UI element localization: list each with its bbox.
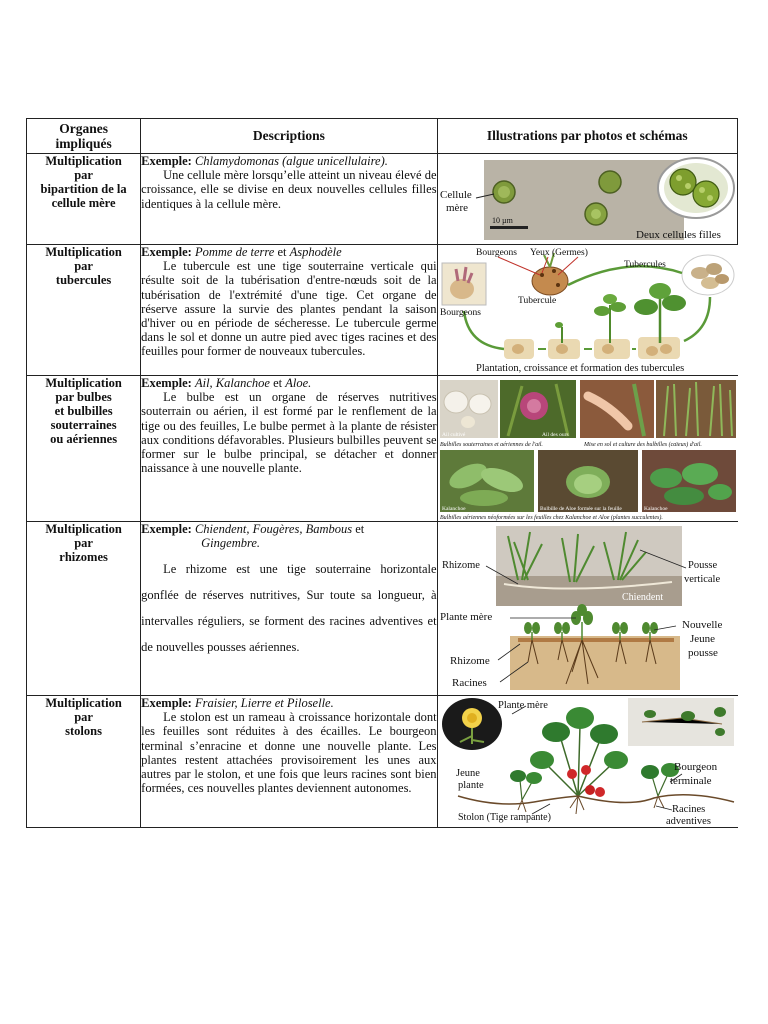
description-cell bbox=[141, 696, 437, 828]
organ-line: par bbox=[74, 259, 93, 273]
example-species: Aloe. bbox=[285, 376, 312, 390]
example-sep: et bbox=[277, 245, 287, 259]
label-jeune: Jeune bbox=[689, 633, 715, 645]
organ-cell bbox=[27, 376, 141, 522]
description-cell bbox=[141, 245, 437, 376]
example-sep: et bbox=[355, 522, 365, 536]
label-plante: plante bbox=[457, 780, 484, 791]
caption: Bulbilles souterraines et aériennes de l'ail. bbox=[439, 442, 543, 448]
photo-tag: Kalanchoe bbox=[643, 506, 668, 512]
strawberry-photo bbox=[628, 698, 734, 746]
example-species: Asphodèle bbox=[289, 245, 342, 259]
example-species: Chiendent, Fougères, Bambous bbox=[194, 522, 353, 536]
rhizome-diagram bbox=[438, 522, 738, 695]
label-pousse: Pousse bbox=[687, 560, 717, 571]
organ-line: par bulbes bbox=[55, 390, 112, 404]
organ-cell bbox=[27, 245, 141, 376]
row-rhizomes bbox=[27, 522, 738, 696]
label-deux-cellules: Deux cellules filles bbox=[635, 229, 721, 241]
example-species: Chlamydomonas (algue unicellulaire). bbox=[194, 154, 388, 168]
caption: Mise en sol et culture des bulbilles (caïeux) d'ail. bbox=[583, 442, 702, 448]
description-text: Le bulbe est un organe de réserves nutritives souterrain ou aérien, il est formé par le renflement de la tige ou des feuilles, Le bulbe permet à la plante de résister aux conditions défavorables. Plusieurs bulbilles peuvent se former sur le bulbe principal, se détacher et donner naissance à une nouvelle plante. bbox=[141, 390, 437, 476]
row-stolons bbox=[27, 696, 738, 828]
label-stolon: Stolon (Tige rampante) bbox=[457, 812, 551, 823]
wild-garlic-photo bbox=[500, 380, 576, 438]
header-organs: Organes impliqués bbox=[27, 119, 141, 154]
example-prefix: Exemple: bbox=[141, 696, 192, 710]
label-adventives: adventives bbox=[665, 816, 711, 827]
example-sep: et bbox=[273, 376, 283, 390]
label-nouvelle: Nouvelle bbox=[681, 619, 722, 631]
example-prefix: Exemple: bbox=[141, 245, 192, 259]
example-species: Fraisier, Lierre et Piloselle. bbox=[194, 696, 334, 710]
label-yeux: Yeux (Germes) bbox=[529, 248, 588, 258]
stolon-diagram bbox=[438, 696, 738, 827]
label-terminale: terminale bbox=[669, 775, 712, 787]
label-mere: mère bbox=[445, 202, 468, 214]
organ-line: par bbox=[74, 710, 93, 724]
row-bipartition bbox=[27, 154, 738, 245]
label-tubercule: Tubercule bbox=[517, 296, 556, 306]
piloselle-photo bbox=[442, 698, 502, 750]
label-jeune: Jeune bbox=[455, 768, 480, 779]
label-pousse-2: pousse bbox=[687, 647, 718, 659]
organ-line: Multiplication bbox=[45, 696, 122, 710]
header-descriptions: Descriptions bbox=[141, 119, 437, 154]
organ-line: Multiplication bbox=[45, 154, 122, 168]
example-species: Gingembre. bbox=[201, 536, 261, 551]
description-cell bbox=[141, 376, 437, 522]
organ-line: Multiplication bbox=[45, 245, 122, 259]
organ-line: Multiplication bbox=[45, 376, 122, 390]
label-bourgeons-2: Bourgeons bbox=[439, 308, 481, 318]
label-plantation: Plantation, croissance et formation des tubercules bbox=[475, 363, 684, 374]
caption: Bulbilles aériennes néoformées sur les feuilles chez Kalanchoe et Aloe (plantes succulentes). bbox=[439, 515, 663, 521]
label-rhizome: Rhizome bbox=[441, 560, 480, 571]
label-verticale: verticale bbox=[683, 574, 720, 585]
description-text: Le tubercule est une tige souterraine verticale qui résulte soit de la tubérisation d'entre-nœuds soit de la tubérisation de l'extrémité d'une tige. Cet organe de réserve assure la survie des plantes pendant la saison d'hiver ou en période de sécheresse. Le tubercule germe dans le sol et donne un autre pied avec tiges racines et des feuilles pour former de nouveaux tubercules. bbox=[141, 259, 437, 359]
example-species: Pomme de terre bbox=[194, 245, 275, 259]
label-racines: Racines bbox=[671, 804, 705, 815]
organ-line: par bbox=[74, 536, 93, 550]
example-prefix: Exemple: bbox=[141, 154, 192, 168]
reproduction-table bbox=[26, 118, 738, 828]
organ-line: cellule mère bbox=[51, 196, 116, 210]
row-bulbes bbox=[27, 376, 738, 522]
example-species: Ail, Kalanchoe bbox=[194, 376, 270, 390]
label-bourgeon: Bourgeon bbox=[673, 761, 717, 773]
organ-line: et bulbilles bbox=[54, 404, 113, 418]
label-rhizome-2: Rhizome bbox=[449, 655, 490, 667]
description-cell bbox=[141, 154, 437, 245]
organ-line: bipartition de la bbox=[40, 182, 127, 196]
organ-line: rhizomes bbox=[59, 550, 108, 564]
tuber-diagram bbox=[438, 245, 738, 375]
illustration-cell bbox=[437, 522, 737, 696]
photo-tag: Chiendent bbox=[621, 592, 663, 603]
description-text: Le rhizome est une tige souterraine horizontale gonflée de réserves nutritives, Sur toute sa longueur, à intervalles réguliers, se forment des racines adventives et de nouvelles pousses aériennes. bbox=[141, 562, 437, 655]
illustration-cell bbox=[437, 376, 737, 522]
kalanchoe-photo-2 bbox=[642, 450, 736, 512]
label-racines: Racines bbox=[451, 677, 487, 689]
organ-cell bbox=[27, 522, 141, 696]
example-prefix: Exemple: bbox=[141, 522, 192, 536]
photo-tag: Ail cultivé bbox=[441, 432, 465, 438]
chiendent-photo bbox=[496, 526, 682, 606]
illustration-cell bbox=[437, 696, 737, 828]
kalanchoe-photo bbox=[440, 450, 534, 512]
organ-line: ou aériennes bbox=[50, 432, 118, 446]
illustration-cell bbox=[437, 154, 737, 245]
label-bourgeons: Bourgeons bbox=[475, 248, 517, 258]
bulb-photos bbox=[438, 376, 738, 521]
chlamydomonas-photo bbox=[438, 154, 738, 244]
description-text: Le stolon est un rameau à croissance horizontale dont les feuilles sont réduites à des écailles. Le bourgeon terminal s’enracine et donne une nouvelle plante. Les plantes restent attachées provisoirement les unes aux autres par le stolon, et une fois que leurs racines sont bien formées, ces nouvelles plantes deviennent autonomes. bbox=[141, 710, 437, 796]
photo-tag: Bulbille de Aloe formée sur la feuille bbox=[539, 506, 622, 512]
organ-line: Multiplication bbox=[45, 522, 122, 536]
example-prefix: Exemple: bbox=[141, 376, 192, 390]
label-tubercules: Tubercules bbox=[623, 260, 666, 270]
photo-tag: Kalanchoe bbox=[441, 506, 466, 512]
organ-line: par bbox=[74, 168, 93, 182]
growth-stage-1 bbox=[504, 339, 534, 359]
label-plante-mere: Plante mère bbox=[497, 700, 548, 711]
description-text: Une cellule mère lorsqu’elle atteint un niveau élevé de croissance, elle se divise en deux nouvelles cellules filles identiques à la cellule mère. bbox=[141, 168, 437, 211]
garlic-photo bbox=[440, 380, 498, 438]
aloe-photo bbox=[538, 450, 638, 512]
organ-line: tubercules bbox=[55, 273, 112, 287]
planting-photo bbox=[580, 380, 654, 438]
photo-tag: Ail des ours bbox=[541, 432, 569, 438]
illustration-cell bbox=[437, 245, 737, 376]
label-cellule: Cellule bbox=[439, 189, 472, 201]
organ-cell bbox=[27, 696, 141, 828]
garlic-field-photo bbox=[656, 380, 736, 438]
scale-label: 10 µm bbox=[491, 216, 513, 225]
organ-line: stolons bbox=[65, 724, 102, 738]
label-plante-mere: Plante mère bbox=[439, 611, 492, 623]
row-tubercules bbox=[27, 245, 738, 376]
organ-line: souterraines bbox=[50, 418, 117, 432]
header-illustrations: Illustrations par photos et schémas bbox=[437, 119, 737, 154]
organ-cell bbox=[27, 154, 141, 245]
description-cell bbox=[141, 522, 437, 696]
